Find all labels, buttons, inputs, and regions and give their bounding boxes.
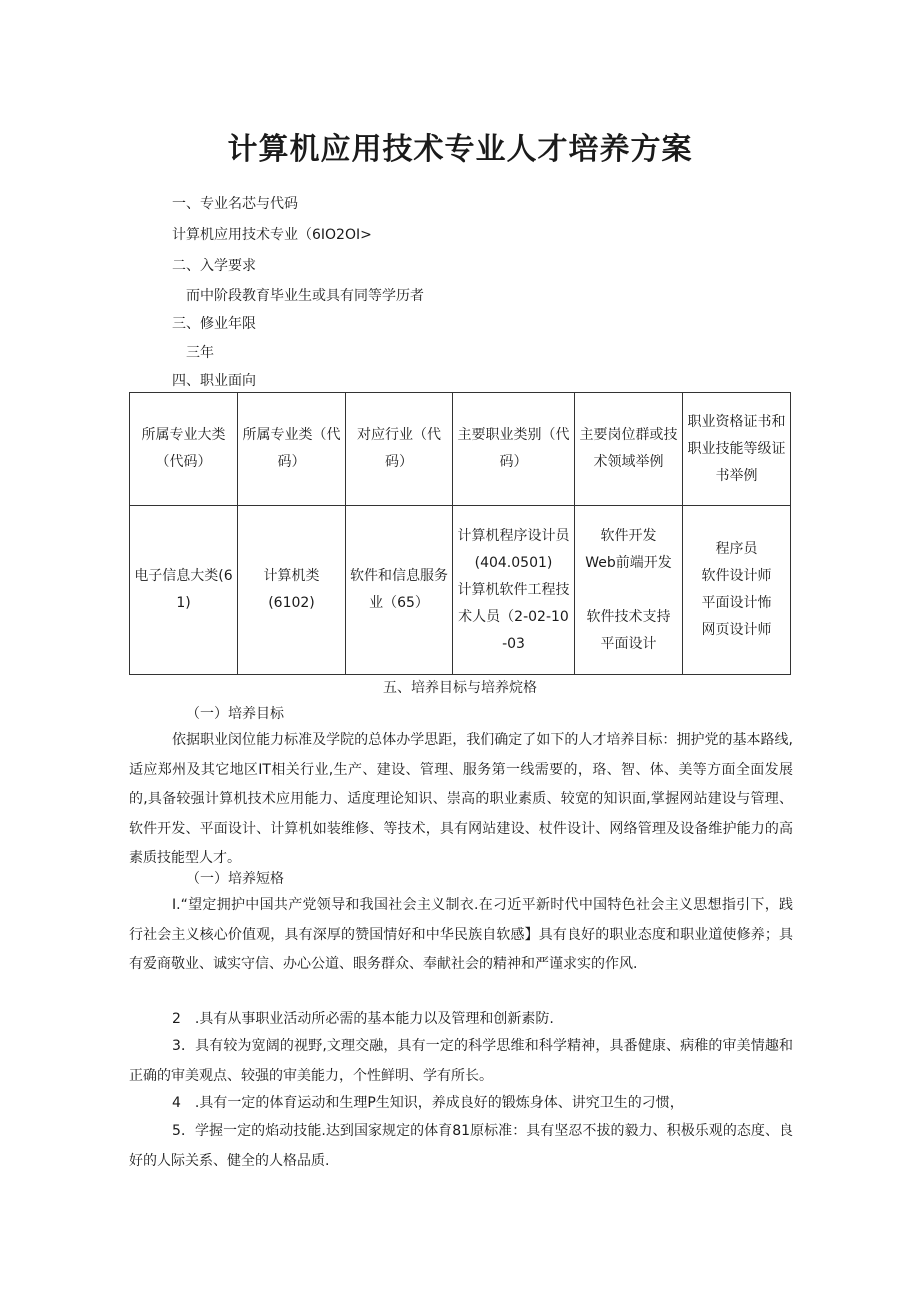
cell-text: 网页设计师	[701, 622, 772, 638]
cell-text: (404.0501)	[474, 554, 553, 571]
document-title: 计算机应用技术专业人才培养方案	[227, 132, 693, 167]
section-5-heading: 五、培养目标与培养烷格	[383, 680, 537, 696]
table-header-cell: 所属专业类（代码）	[238, 393, 346, 506]
table-header-row	[130, 393, 791, 506]
table-header-cell: 职业资格证书和职业技能等级证书举例	[683, 393, 791, 506]
career-orientation-table	[129, 392, 791, 675]
section-3-body: 三年	[186, 345, 214, 361]
section-5-1-body: 依据职业闵位能力标准及学院的总体办学思距，我们确定了如下的人才培养目标：拥护党的基本路线,适应郑州及其它地区IT相关行业,生产、建设、管理、服务第一线需要的，珞、智、体、美等方面全面发展的,具备较强计算机技术应用能力、适度理论知识、崇高的职业素质、较宽的知识面,掌握网站建设与管理、软件开发、平面设计、计算机如装维修、等技术，具有网站建设、杖件设计、网络管理及设备维护能力的高素质技能型人才。	[129, 732, 793, 866]
list-item: 5．学握一定的焰动技能.达到国家规定的体育81原标准：具有坚忍不拔的毅力、积极乐观的态度、良好的人际关系、健全的人格品质.	[129, 1123, 793, 1169]
table-cell	[453, 506, 575, 675]
list-item: 3．具有较为宽阔的视野,文理交融，具有一定的科学思维和科学精神，具番健康、病稚的审美情趣和正确的审美观点、较强的审美能力，个性鲜明、学有所长。	[129, 1038, 793, 1084]
section-5-2-heading: （一）培养短格	[186, 871, 284, 887]
table-cell	[346, 506, 453, 675]
section-1-heading: 一、专业名芯与代码	[172, 196, 298, 212]
table-cell	[683, 506, 791, 675]
cell-text: (6102)	[268, 595, 315, 611]
table-header-cell: 对应行业（代码）	[346, 393, 453, 506]
cell-text: 计算机软件工程技术人员（2-02-10-03	[457, 581, 570, 652]
cell-text: 平面设计	[600, 635, 657, 652]
cell-text: 软件开发	[600, 527, 657, 544]
table-cell	[238, 506, 346, 675]
list-item: 2 .具有从事职业活动所必需的基本能力以及管理和创新素防.	[172, 1011, 554, 1027]
cell-text: 计算机程序设计员	[457, 527, 570, 544]
table-header-cell: 主要职业类别（代码）	[453, 393, 575, 506]
table-header-cell: 所属专业大类（代码）	[130, 393, 238, 506]
cell-text: 软件技术支持	[586, 608, 671, 625]
section-2-body: 而中阶段教育毕业生或具有同等学历者	[186, 288, 424, 304]
section-4-heading: 四、职业面向	[172, 373, 256, 389]
list-item: I.“望定拥护中国共产党领导和我国社会主义制衣.在刁近平新时代中国特色社会主义思想指引下，践行社会主义核心价值观，具有深厚的赞国情好和中华民族自软感】具有良好的职业态度和职业道使修养；具有爱商敬业、诚实守信、办心公道、眼务群众、奉献社会的精神和严谨求实的作风.	[129, 897, 793, 972]
cell-text: 计算机类	[263, 568, 320, 584]
cell-text: 软件和信息服务业（65）	[350, 568, 448, 611]
section-5-1-heading: （一）培养目标	[186, 706, 284, 722]
cell-text: 软件设计师	[701, 568, 772, 584]
section-1-body: 计算机应用技术专业（6IO2OI>	[172, 227, 372, 243]
table-header-cell: 主要岗位群或技术领域举例	[575, 393, 683, 506]
cell-text: 平面设计怖	[701, 595, 772, 611]
table-cell	[575, 506, 683, 675]
section-3-heading: 三、修业年限	[172, 316, 256, 332]
list-item: 4 .具有一定的体育运动和生理P生知识，养成良好的锻炼身体、讲究卫生的刁惯，	[172, 1095, 684, 1111]
cell-text: Web前端开发	[585, 554, 672, 571]
cell-text: 程序员	[715, 541, 758, 557]
cell-text: 电子信息大类(61)	[134, 568, 233, 611]
section-2-heading: 二、入学要求	[172, 258, 256, 274]
table-row	[130, 506, 791, 675]
table-cell	[130, 506, 238, 675]
